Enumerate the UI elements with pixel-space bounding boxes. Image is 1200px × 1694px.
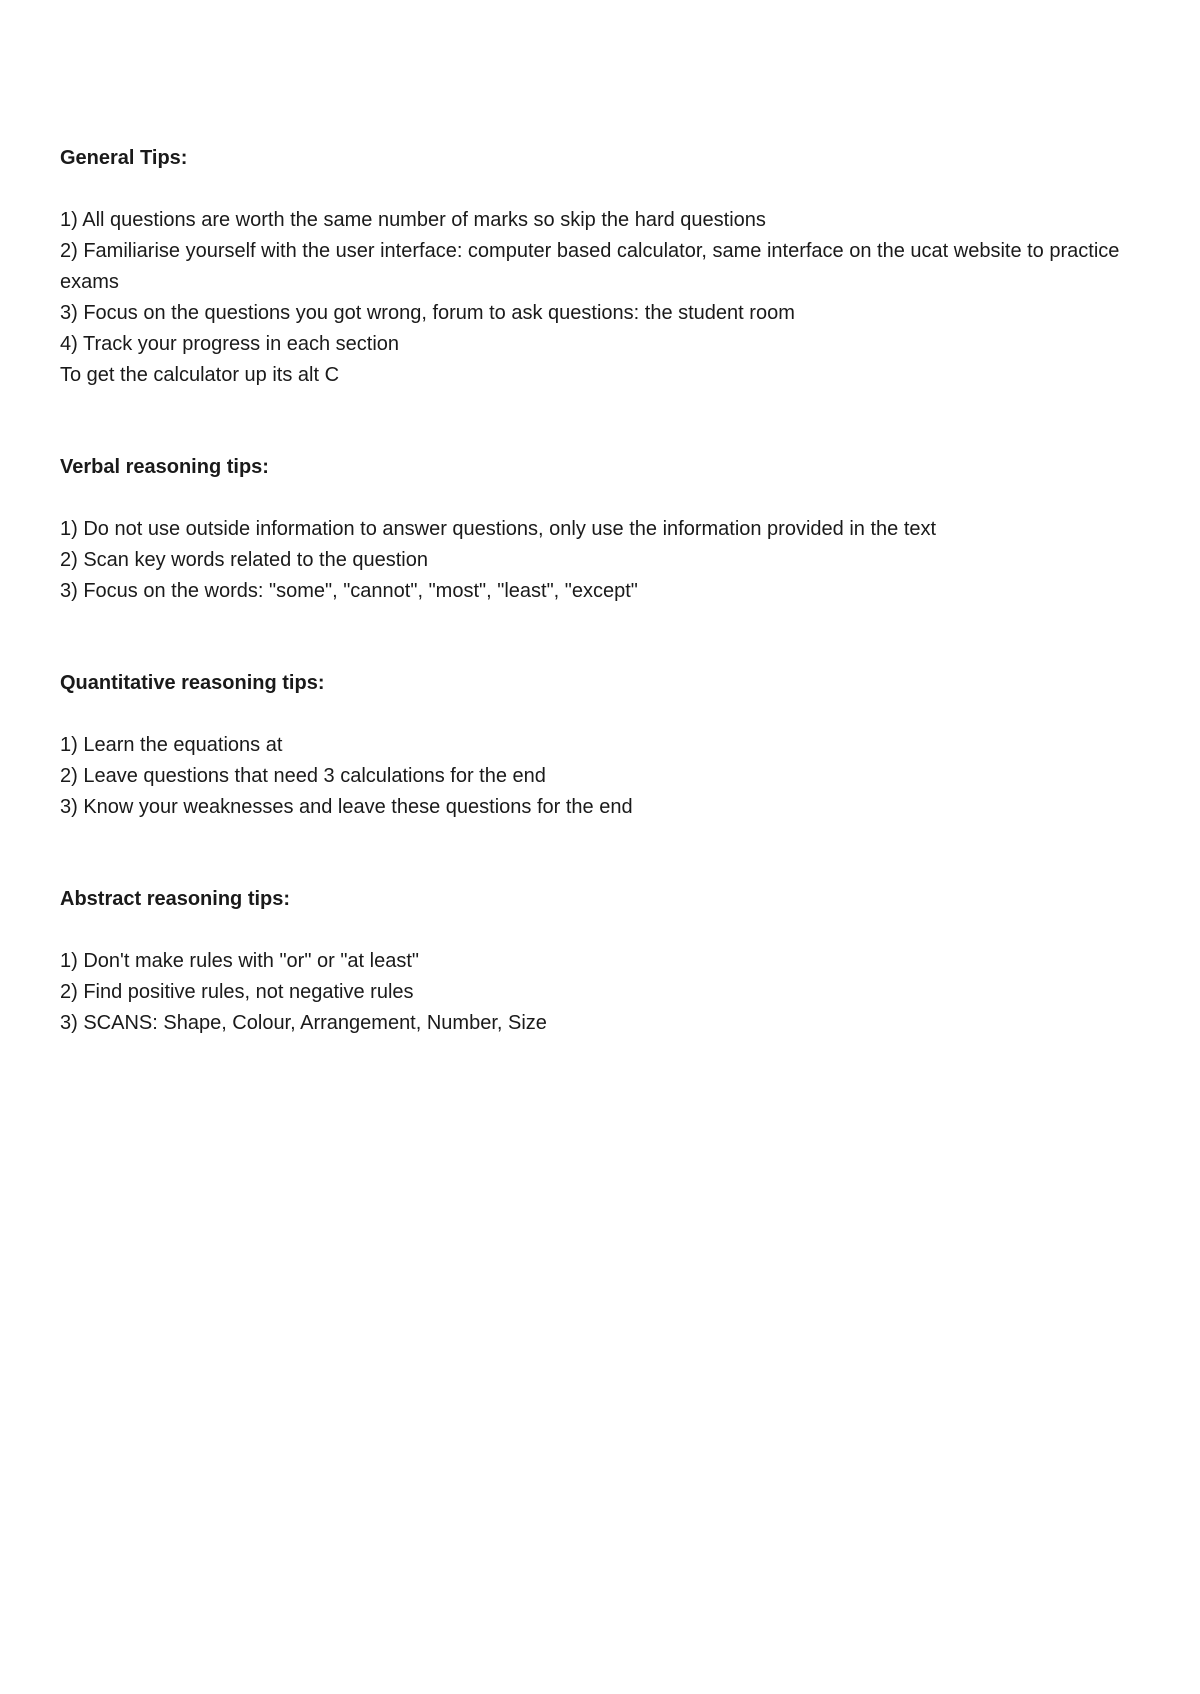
tip-line: 4) Track your progress in each section [60, 333, 400, 355]
section-heading: Verbal reasoning tips: [60, 456, 269, 478]
tip-line: 3) Focus on the words: "some", "cannot", "most", "least", "except" [60, 580, 638, 602]
tip-line: To get the calculator up its alt C [60, 364, 340, 386]
tip-line: 2) Leave questions that need 3 calculations for the end [60, 765, 546, 787]
document-body [60, 143, 1160, 1039]
tip-line: 2) Find positive rules, not negative rules [60, 981, 414, 1003]
tip-line: 1) Don't make rules with "or" or "at least" [60, 950, 420, 972]
tip-line: 1) All questions are worth the same number of marks so skip the hard questions [60, 209, 766, 231]
section-heading: Abstract reasoning tips: [60, 888, 291, 910]
section-verbal-reasoning-tips [60, 452, 1160, 607]
tip-line: 1) Learn the equations at [60, 734, 283, 756]
tip-line: 1) Do not use outside information to answer questions, only use the information provided in the text [60, 518, 937, 540]
tip-line: 2) Scan key words related to the question [60, 549, 428, 571]
section-abstract-reasoning-tips [60, 884, 1160, 1039]
section-general-tips [60, 143, 1160, 391]
tip-line: 2) Familiarise yourself with the user interface: computer based calculator, same interface on the ucat website to practice exams [60, 240, 1120, 293]
tip-line: 3) Focus on the questions you got wrong, forum to ask questions: the student room [60, 302, 795, 324]
section-quantitative-reasoning-tips [60, 668, 1160, 823]
tip-line: 3) SCANS: Shape, Colour, Arrangement, Number, Size [60, 1012, 547, 1034]
tip-line: 3) Know your weaknesses and leave these questions for the end [60, 796, 633, 818]
section-heading: Quantitative reasoning tips: [60, 672, 325, 694]
section-heading: General Tips: [60, 147, 188, 169]
